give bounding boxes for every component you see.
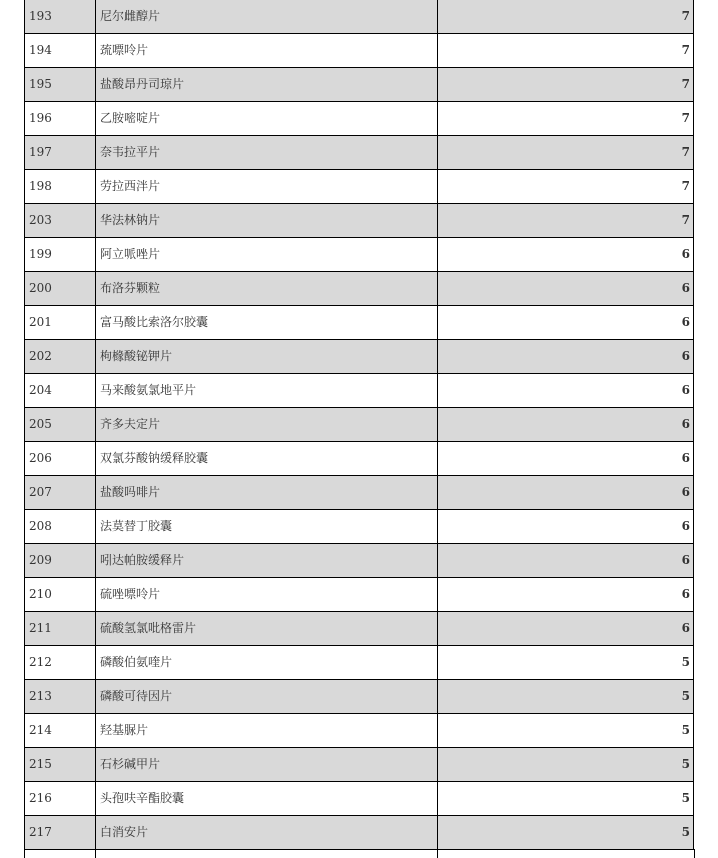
table-row [25, 272, 694, 306]
count-cell: 6 [438, 442, 694, 476]
row-index-cell: 204 [25, 374, 96, 408]
count-cell: 7 [438, 136, 694, 170]
table-row [25, 68, 694, 102]
row-index-cell: 213 [25, 680, 96, 714]
count-cell: 5 [438, 680, 694, 714]
row-index-cell: 203 [25, 204, 96, 238]
count-cell: 6 [438, 544, 694, 578]
table-row [25, 816, 694, 850]
count-cell: 6 [438, 272, 694, 306]
count-cell: 7 [438, 34, 694, 68]
drug-name-cell: 乙胺嘧啶片 [96, 102, 438, 136]
drug-table-body [25, 0, 694, 850]
drug-name-cell: 马来酸氨氯地平片 [96, 374, 438, 408]
drug-name-cell: 吲达帕胺缓释片 [96, 544, 438, 578]
column-divider [95, 849, 96, 858]
row-index-cell: 209 [25, 544, 96, 578]
row-index-cell: 211 [25, 612, 96, 646]
row-index-cell: 201 [25, 306, 96, 340]
drug-name-cell: 石杉碱甲片 [96, 748, 438, 782]
count-cell: 6 [438, 340, 694, 374]
table-row [25, 782, 694, 816]
drug-name-cell: 华法林钠片 [96, 204, 438, 238]
row-index-cell: 202 [25, 340, 96, 374]
count-cell: 7 [438, 68, 694, 102]
drug-name-cell: 富马酸比索洛尔胶囊 [96, 306, 438, 340]
table-row [25, 136, 694, 170]
drug-name-cell: 巯嘌呤片 [96, 34, 438, 68]
row-index-cell: 196 [25, 102, 96, 136]
count-cell: 5 [438, 646, 694, 680]
table-row [25, 340, 694, 374]
row-index-cell: 217 [25, 816, 96, 850]
row-index-cell: 216 [25, 782, 96, 816]
drug-name-cell: 磷酸可待因片 [96, 680, 438, 714]
drug-name-cell: 硫唑嘌呤片 [96, 578, 438, 612]
drug-name-cell: 阿立哌唑片 [96, 238, 438, 272]
table-row [25, 34, 694, 68]
count-cell: 6 [438, 476, 694, 510]
row-index-cell: 200 [25, 272, 96, 306]
table-row [25, 748, 694, 782]
table-row [25, 578, 694, 612]
table-row [25, 680, 694, 714]
table-row [25, 646, 694, 680]
row-index-cell: 205 [25, 408, 96, 442]
count-cell: 6 [438, 306, 694, 340]
count-cell: 5 [438, 748, 694, 782]
count-cell: 5 [438, 816, 694, 850]
table-row [25, 408, 694, 442]
column-divider [437, 849, 438, 858]
drug-name-cell: 羟基脲片 [96, 714, 438, 748]
drug-name-cell: 磷酸伯氨喹片 [96, 646, 438, 680]
count-cell: 7 [438, 0, 694, 34]
drug-name-cell: 盐酸吗啡片 [96, 476, 438, 510]
table-row [25, 374, 694, 408]
table-row [25, 170, 694, 204]
drug-name-cell: 盐酸昂丹司琼片 [96, 68, 438, 102]
table-row [25, 102, 694, 136]
count-cell: 7 [438, 204, 694, 238]
row-index-cell: 197 [25, 136, 96, 170]
drug-table-container [24, 0, 693, 850]
row-index-cell: 198 [25, 170, 96, 204]
count-cell: 6 [438, 238, 694, 272]
row-index-cell: 195 [25, 68, 96, 102]
drug-table [24, 0, 694, 850]
row-index-cell: 193 [25, 0, 96, 34]
table-row [25, 612, 694, 646]
drug-name-cell: 布洛芬颗粒 [96, 272, 438, 306]
row-index-cell: 215 [25, 748, 96, 782]
count-cell: 7 [438, 170, 694, 204]
count-cell: 7 [438, 102, 694, 136]
row-index-cell: 199 [25, 238, 96, 272]
count-cell: 5 [438, 714, 694, 748]
count-cell: 6 [438, 510, 694, 544]
drug-name-cell: 劳拉西泮片 [96, 170, 438, 204]
table-row [25, 510, 694, 544]
table-row [25, 544, 694, 578]
table-row [25, 0, 694, 34]
count-cell: 6 [438, 374, 694, 408]
row-index-cell: 214 [25, 714, 96, 748]
table-row [25, 476, 694, 510]
drug-name-cell: 法莫替丁胶囊 [96, 510, 438, 544]
table-row [25, 714, 694, 748]
drug-name-cell: 白消安片 [96, 816, 438, 850]
row-index-cell: 212 [25, 646, 96, 680]
count-cell: 5 [438, 782, 694, 816]
row-index-cell: 207 [25, 476, 96, 510]
row-index-cell: 194 [25, 34, 96, 68]
drug-name-cell: 尼尔雌醇片 [96, 0, 438, 34]
row-index-cell: 210 [25, 578, 96, 612]
table-row [25, 442, 694, 476]
drug-name-cell: 枸橼酸铋钾片 [96, 340, 438, 374]
table-row [25, 204, 694, 238]
count-cell: 6 [438, 578, 694, 612]
drug-name-cell: 头孢呋辛酯胶囊 [96, 782, 438, 816]
row-index-cell: 206 [25, 442, 96, 476]
count-cell: 6 [438, 408, 694, 442]
drug-name-cell: 硫酸氢氯吡格雷片 [96, 612, 438, 646]
drug-name-cell: 奈韦拉平片 [96, 136, 438, 170]
table-row [25, 306, 694, 340]
drug-name-cell: 双氯芬酸钠缓释胶囊 [96, 442, 438, 476]
row-index-cell: 208 [25, 510, 96, 544]
table-row [25, 238, 694, 272]
count-cell: 6 [438, 612, 694, 646]
drug-name-cell: 齐多夫定片 [96, 408, 438, 442]
table-continuation [24, 849, 695, 858]
